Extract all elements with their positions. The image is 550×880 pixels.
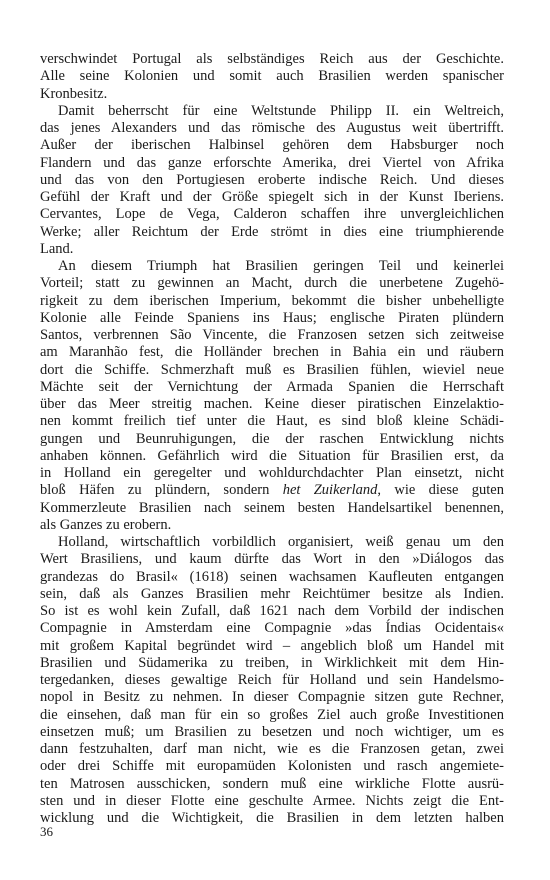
text-line: als Ganzes zu erobern. bbox=[40, 516, 172, 533]
text-line: verschwindet Portugal als selbständiges Reich aus der Geschichte. bbox=[40, 51, 504, 67]
text-line: So ist es wohl kein Zufall, daß 1621 nach dem Vorbild der indischen bbox=[40, 603, 504, 619]
text-line: über das Meer streitig machen. Keine dieser piratischen Einzelaktio- bbox=[40, 396, 504, 412]
text-line: Cervantes, Lope de Vega, Calderon schaffen ihre unvergleichlichen bbox=[40, 206, 504, 223]
text-line: Holland, wirtschaftlich vorbildlich organisiert, weiß genau um den bbox=[58, 534, 504, 550]
text-line: Gefühl der Kraft und der Größe spiegelt sich in der Kunst Iberiens. bbox=[40, 189, 504, 205]
text-line: mit großem Kapital begründet wird – angeblich bloß um Handel mit bbox=[40, 637, 504, 654]
text-line: gungen und Beunruhigungen, die der raschen Entwicklung nichts bbox=[40, 430, 504, 447]
text-line: Alle seine Kolonien und somit auch Brasilien werden spanischer bbox=[40, 68, 504, 85]
text-line: Vorteil; statt zu gewinnen an Macht, durch die unerbetene Zugehö- bbox=[40, 275, 504, 292]
text-line: einsetzen muß; um Brasilien zu besetzen und noch wichtiger, um es bbox=[40, 723, 504, 740]
text-line: wicklung und die Wichtigkeit, die Brasilien in dem letzten halben bbox=[40, 810, 504, 826]
text-line: die einsehen, daß man für ein so großes Ziel auch große Investitionen bbox=[40, 706, 504, 723]
text-line: Compagnie in Amsterdam eine Compagnie »das Índias Ocidentais« bbox=[40, 620, 504, 637]
text-line: Werke; aller Reichtum der Erde strömt in dies eine triumphierende bbox=[40, 223, 504, 240]
text-line: Flandern und das ganze erforschte Amerika, drei Viertel von Afrika bbox=[40, 154, 504, 171]
text-line: Kommerzleute Brasilien nach seinem besten Handelsartikel benennen, bbox=[40, 499, 504, 516]
text-line: dann festzuhalten, darf man nicht, wie es die Franzosen getan, zwei bbox=[40, 741, 504, 757]
paragraph bbox=[40, 534, 504, 827]
text-line: dort die Schiffe. Schmerzhaft muß es Brasilien fühlen, wieviel neue bbox=[40, 361, 504, 378]
text-line: in Holland ein geregelter und wohldurchdachter Plan einsetzt, nicht bbox=[40, 465, 504, 481]
text-line: Brasilien und Südamerika zu treiben, in Wirklichkeit mit dem Hin- bbox=[40, 654, 504, 671]
text-line: An diesem Triumph hat Brasilien geringen Teil und keinerlei bbox=[58, 258, 504, 274]
text-line: Land. bbox=[40, 240, 74, 257]
paragraph bbox=[40, 51, 504, 103]
text-line: Santos, verbrennen São Vincente, die Franzosen setzen sich zeitweise bbox=[40, 327, 504, 343]
page-body bbox=[40, 51, 504, 827]
text-line: am Maranhão fest, die Holländer brechen in Bahia ein und räubern bbox=[40, 344, 504, 361]
text-line: anhaben können. Gefährlich wird die Situation für Brasilien erst, da bbox=[40, 447, 504, 464]
text-line: Außer der iberischen Halbinsel gehören dem Habsburger noch bbox=[40, 137, 504, 154]
text-line-with-emphasis: bloß Häfen zu plündern, sondern het Zuikerland, wie diese guten bbox=[40, 482, 504, 499]
text-line: sein, daß als Ganzes Brasilien mehr Reichtümer besitze als Indien. bbox=[40, 585, 504, 602]
text-line: rigkeit zu dem iberischen Imperium, bekommt die bisher unbehelligte bbox=[40, 292, 504, 309]
paragraph bbox=[40, 103, 504, 258]
text-line: nen kommt freilich tief unter die Haut, es sind bloß kleine Schädi- bbox=[40, 413, 504, 430]
text-line: das jenes Alexanders und das römische des Augustus weit übertrifft. bbox=[40, 120, 504, 136]
paragraph bbox=[40, 258, 504, 534]
text-line: Wert Brasiliens, und kaum dürfte das Wort in den »Diálogos das bbox=[40, 551, 504, 568]
text-line: sten und in dieser Flotte eine geschulte Armee. Nichts zeigt die Ent- bbox=[40, 792, 504, 809]
page-number: 36 bbox=[40, 824, 53, 839]
text-line: ten Matrosen ausschicken, sondern muß eine wirkliche Flotte ausrü- bbox=[40, 775, 504, 792]
text-line: grandezas do Brasil« (1618) seinen wachsamen Kaufleuten entgangen bbox=[40, 568, 504, 585]
text-line: oder drei Schiffe mit europamüden Kolonisten und rasch angemiete- bbox=[40, 758, 504, 775]
italic-phrase: het Zuikerland bbox=[282, 482, 378, 499]
text-line: nopol in Besitz zu nehmen. In dieser Compagnie sitzen gute Rechner, bbox=[40, 689, 504, 706]
text-line: und das von den Portugiesen eroberte indische Reich. Und dieses bbox=[40, 171, 504, 188]
text-line: Kolonie alle Feinde Spaniens ins Haus; englische Piraten plündern bbox=[40, 309, 504, 326]
text-line: tergedanken, dieses gewaltige Reich für Holland und sein Handelsmo- bbox=[40, 672, 504, 688]
text-line: Damit beherrscht für eine Weltstunde Philipp II. ein Weltreich, bbox=[58, 102, 504, 119]
text-line: Kronbesitz. bbox=[40, 85, 108, 102]
text-line: Mächte seit der Vernichtung der Armada Spanien die Herrschaft bbox=[40, 378, 504, 395]
